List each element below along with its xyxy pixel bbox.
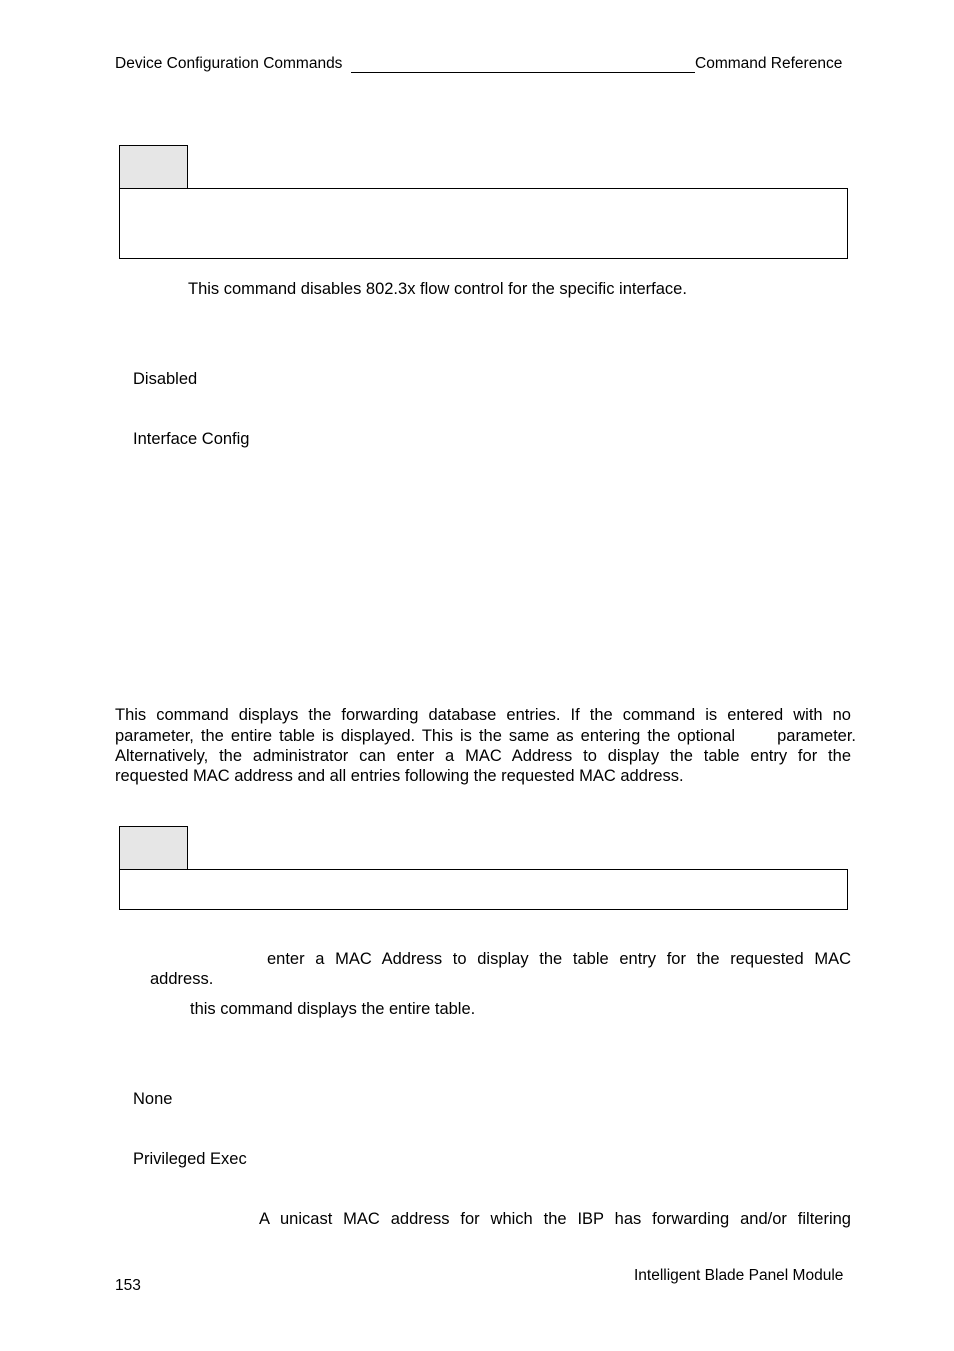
description-line-2: parameter, the entire table is displayed. This is the same as entering the optional parameter. — [115, 727, 856, 745]
page-number: 153 — [115, 1277, 141, 1294]
default-value: None — [133, 1090, 173, 1108]
syntax-box — [119, 869, 848, 910]
description-line-3: Alternatively, the administrator can enter a MAC Address to display the table entry for the — [115, 747, 851, 765]
header-rule — [351, 72, 695, 73]
header-left: Device Configuration Commands — [115, 55, 343, 72]
default-value: Disabled — [133, 370, 198, 388]
description-line-1: This command displays the forwarding database entries. If the command is entered with no — [115, 706, 851, 724]
footer-product-name: Intelligent Blade Panel Module — [634, 1267, 844, 1284]
header-right: Command Reference — [695, 55, 843, 72]
command-mode-value: Interface Config — [133, 430, 250, 448]
parameter-all-description: this command displays the entire table. — [190, 1000, 476, 1018]
syntax-box — [119, 188, 848, 259]
parameter-mac-address-continuation: address. — [150, 970, 214, 988]
description-line-4: requested MAC address and all entries following the requested MAC address. — [115, 767, 684, 785]
syntax-format-tab — [119, 826, 188, 870]
parameter-mac-address-description: enter a MAC Address to display the table entry for the requested MAC — [267, 950, 851, 968]
syntax-format-tab — [119, 145, 188, 189]
field-mac-address-description: A unicast MAC address for which the IBP has forwarding and/or filtering — [259, 1210, 851, 1228]
command-description: This command disables 802.3x flow control for the specific interface. — [188, 280, 687, 298]
command-mode-value: Privileged Exec — [133, 1150, 247, 1168]
